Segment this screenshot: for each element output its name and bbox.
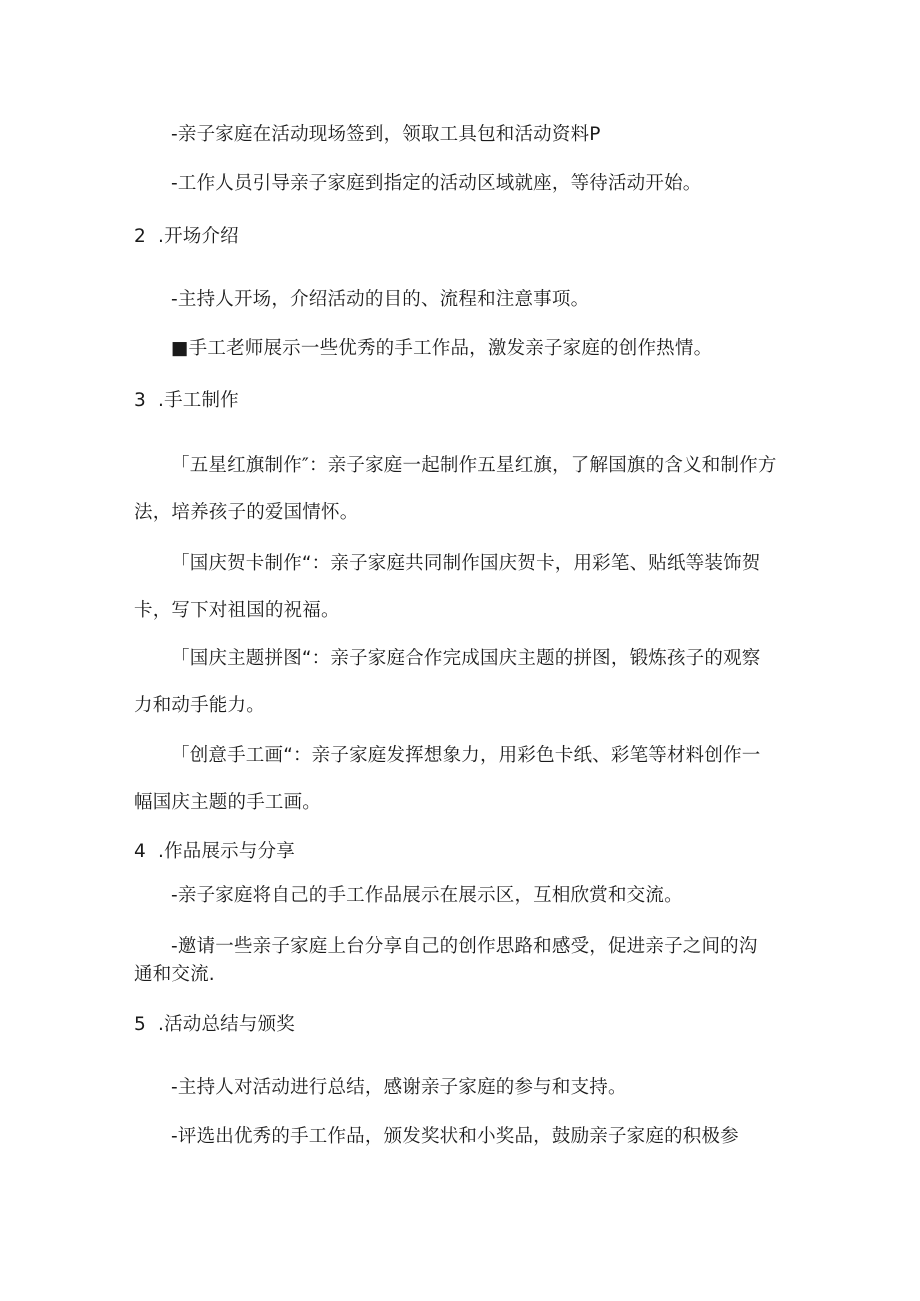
paragraph-line: 通和交流.	[134, 964, 215, 985]
section-title: .手工制作	[158, 390, 239, 411]
paragraph-line: 「国庆主题拼图“：亲子家庭合作完成国庆主题的拼图，锻炼孩子的观察	[171, 648, 761, 669]
section-title: .开场介绍	[158, 226, 239, 247]
paragraph-line: -评选出优秀的手工作品，颁发奖状和小奖品，鼓励亲子家庭的积极参	[171, 1126, 739, 1147]
paragraph-line: 「国庆贺卡制作“：亲子家庭共同制作国庆贺卡，用彩笔、贴纸等装饰贺	[171, 553, 761, 574]
paragraph-line: 法，培养孩子的爱国情怀。	[134, 502, 359, 523]
paragraph-line: -亲子家庭在活动现场签到，领取工具包和活动资料P	[171, 124, 601, 145]
section-title: .作品展示与分享	[158, 841, 295, 862]
section-heading	[134, 840, 295, 864]
section-number: 2	[134, 226, 146, 247]
paragraph-line: 「创意手工画“：亲子家庭发挥想象力，用彩色卡纸、彩笔等材料创作一	[171, 745, 761, 766]
section-heading	[134, 225, 239, 249]
section-heading	[134, 389, 239, 413]
paragraph-line: -邀请一些亲子家庭上台分享自己的创作思路和感受，促进亲子之间的沟	[171, 936, 758, 957]
paragraph-line: 卡，写下对祖国的祝福。	[134, 600, 340, 621]
paragraph-line: -工作人员引导亲子家庭到指定的活动区域就座，等待活动开始。	[171, 173, 702, 194]
paragraph-line: 力和动手能力。	[134, 695, 265, 716]
section-title: .活动总结与颁奖	[158, 1014, 295, 1035]
paragraph-line: -亲子家庭将自己的手工作品展示在展示区，互相欣赏和交流。	[171, 885, 683, 906]
paragraph-line: 「五星红旗制作″：亲子家庭一起制作五星红旗，了解国旗的含义和制作方	[171, 455, 777, 476]
section-heading	[134, 1013, 295, 1037]
paragraph-line: -主持人开场，介绍活动的目的、流程和注意事项。	[171, 289, 590, 310]
section-number: 3	[134, 390, 146, 411]
paragraph-line: ■手工老师展示一些优秀的手工作品，激发亲子家庭的创作热情。	[171, 338, 713, 359]
section-number: 5	[134, 1014, 146, 1035]
section-number: 4	[134, 841, 146, 862]
paragraph-line: 幅国庆主题的手工画。	[134, 792, 322, 813]
paragraph-line: -主持人对活动进行总结，感谢亲子家庭的参与和支持。	[171, 1077, 627, 1098]
